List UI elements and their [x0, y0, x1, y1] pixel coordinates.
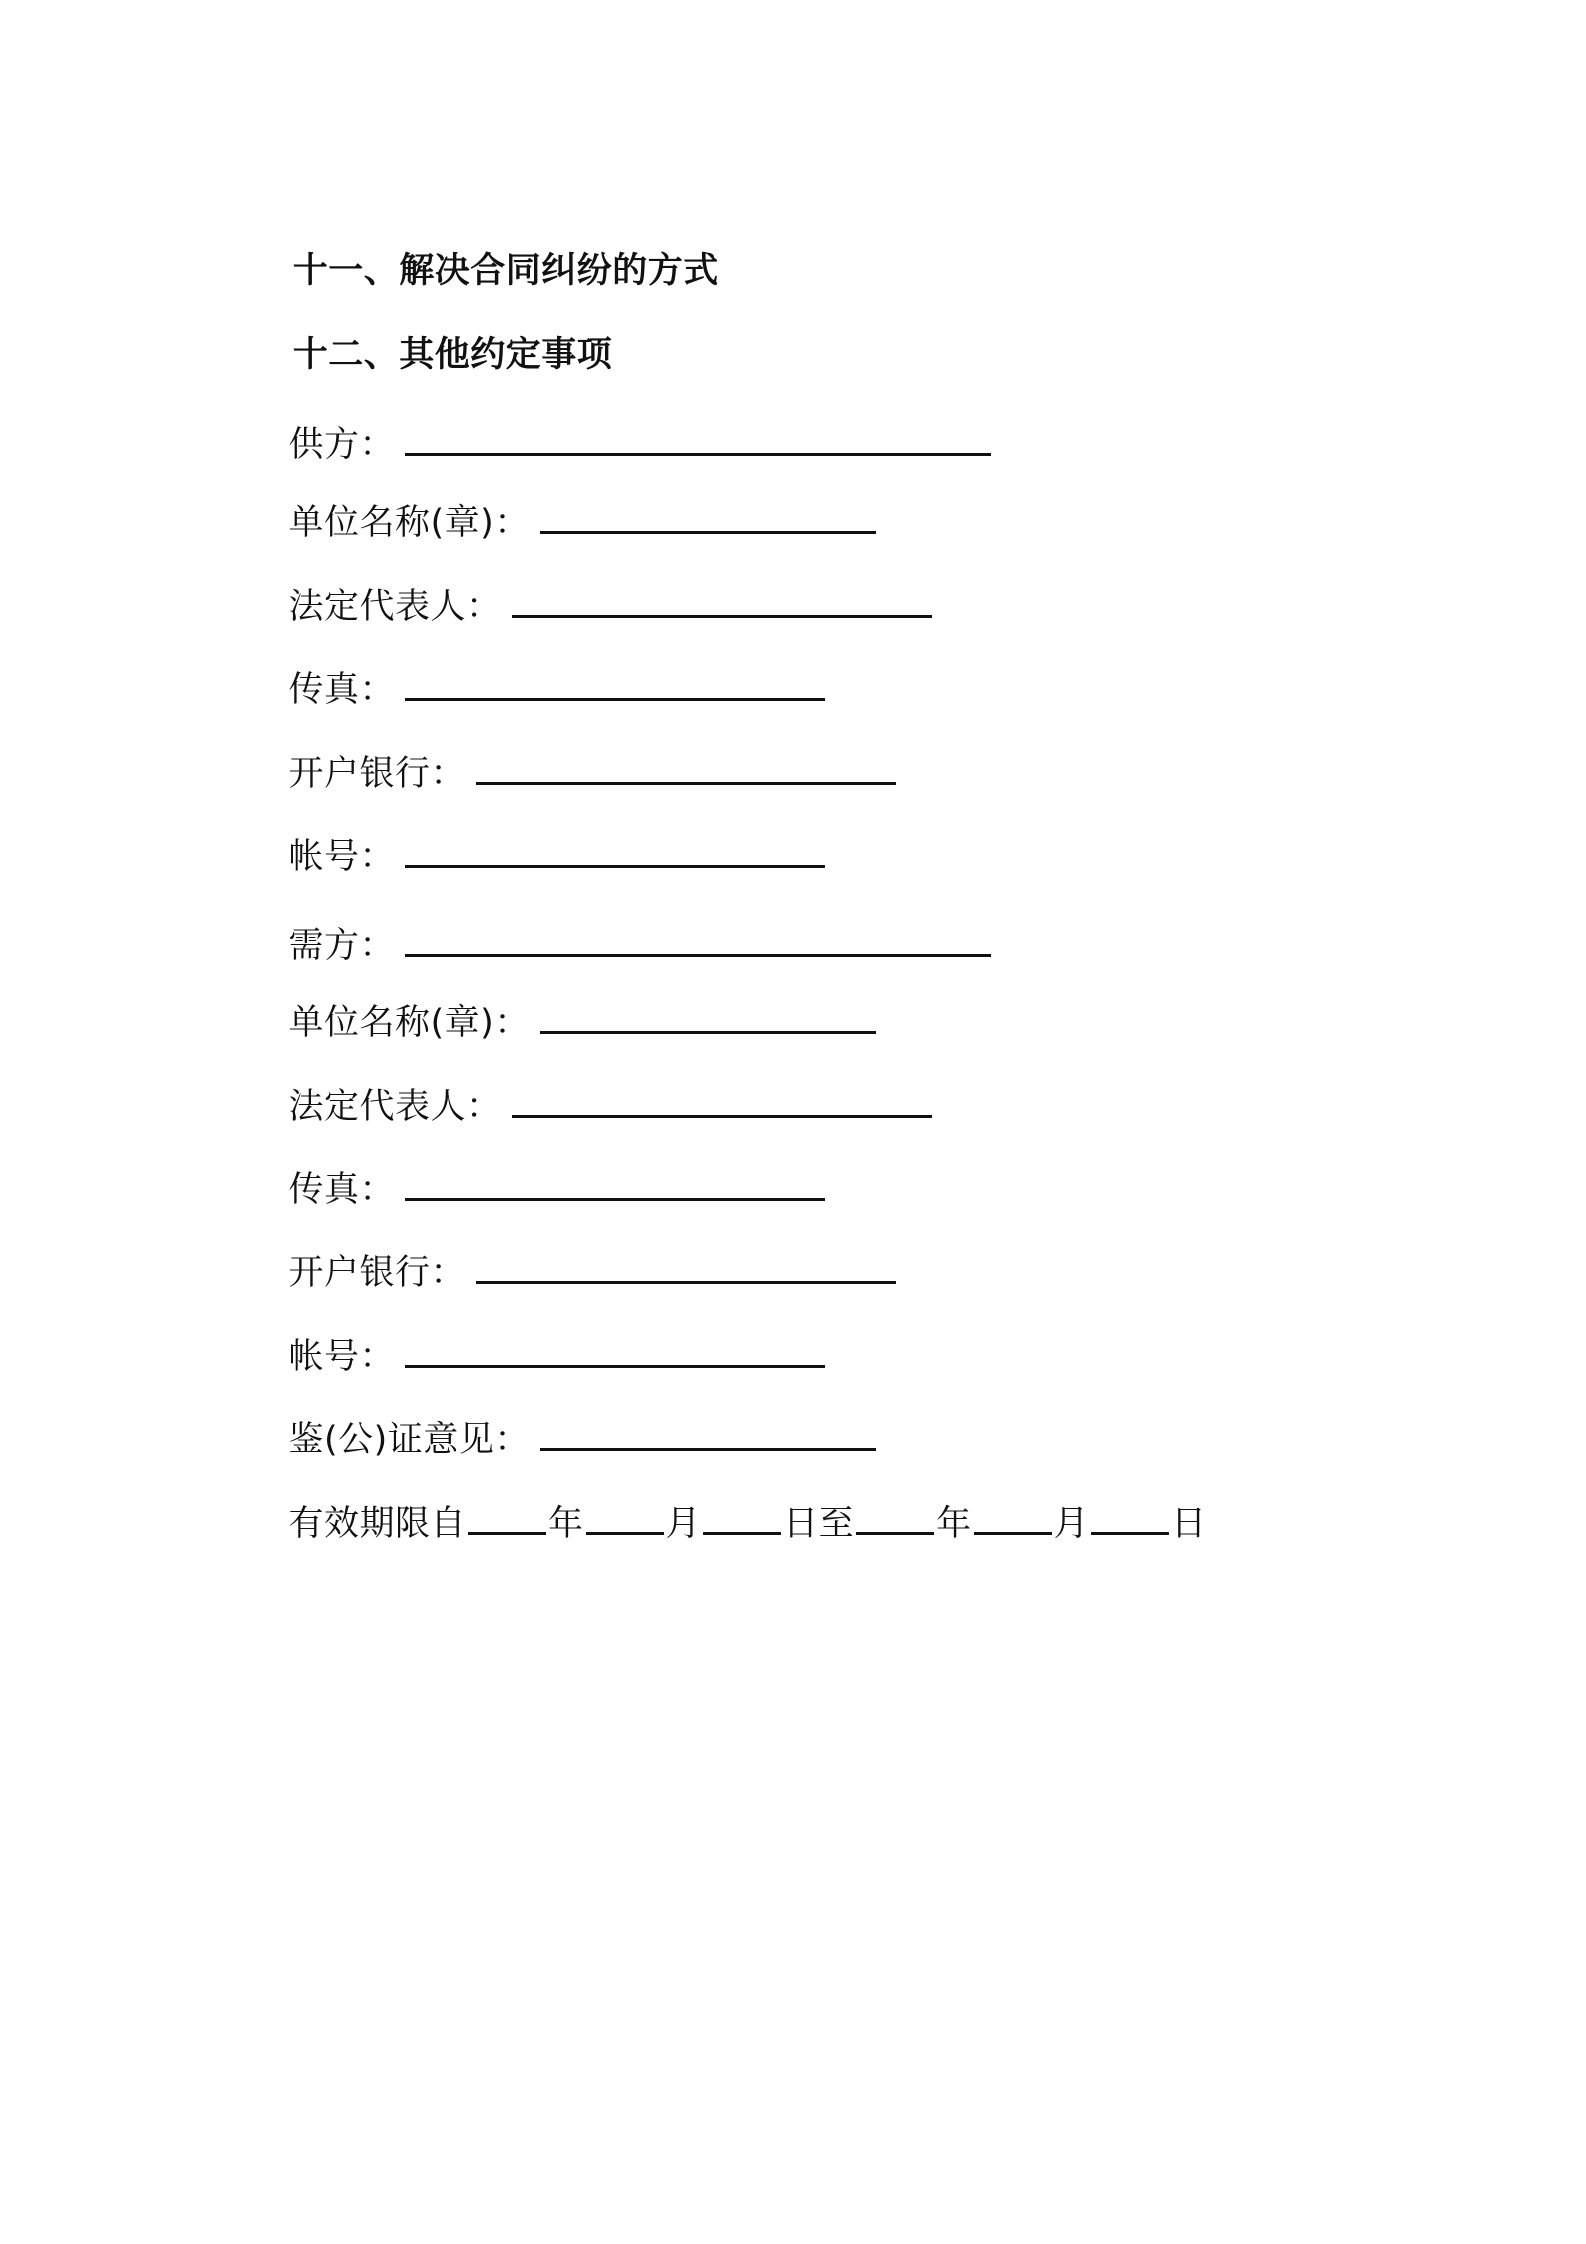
- validity-start-month-blank[interactable]: [586, 1502, 664, 1535]
- validity-start-year-blank[interactable]: [468, 1502, 546, 1535]
- validity-month-label: 月: [665, 1504, 702, 1544]
- supplier-party-label: 供方：: [288, 425, 396, 465]
- validity-year-label: 年: [548, 1504, 584, 1544]
- buyer-bank-label: 开户银行：: [288, 1253, 467, 1293]
- buyer-fax-label: 传真：: [288, 1170, 396, 1210]
- section-heading-text: 十一、解决合同纠纷的方式: [292, 251, 719, 291]
- validity-day-to-label: 日至: [783, 1504, 855, 1544]
- buyer-unit-name-blank[interactable]: [540, 1001, 876, 1034]
- buyer-unit-name-label: 单位名称(章)：: [288, 1003, 530, 1043]
- buyer-party-label: 需方：: [288, 926, 396, 966]
- buyer-bank-blank[interactable]: [476, 1251, 896, 1284]
- notarization-label: 鉴(公)证意见：: [288, 1420, 530, 1460]
- supplier-party-blank[interactable]: [405, 423, 991, 456]
- validity-end-year-blank[interactable]: [856, 1502, 934, 1535]
- notarization-blank[interactable]: [540, 1418, 876, 1451]
- buyer-party-blank[interactable]: [405, 924, 991, 957]
- supplier-account-label: 帐号：: [288, 837, 396, 877]
- supplier-fax-blank[interactable]: [405, 668, 825, 701]
- validity-year-label: 年: [936, 1504, 972, 1544]
- supplier-fax-label: 传真：: [288, 670, 396, 710]
- validity-row: [242, 1458, 1207, 1590]
- validity-day-label: 日: [1171, 1504, 1207, 1544]
- supplier-legal-rep-blank[interactable]: [512, 585, 932, 618]
- supplier-bank-blank[interactable]: [476, 752, 896, 785]
- supplier-unit-name-label: 单位名称(章)：: [288, 503, 530, 543]
- supplier-account-blank[interactable]: [405, 835, 825, 868]
- buyer-fax-blank[interactable]: [405, 1168, 825, 1201]
- buyer-legal-rep-blank[interactable]: [512, 1085, 932, 1118]
- buyer-account-label: 帐号：: [288, 1337, 396, 1377]
- validity-end-month-blank[interactable]: [974, 1502, 1052, 1535]
- buyer-account-blank[interactable]: [405, 1335, 825, 1368]
- buyer-legal-rep-label: 法定代表人：: [288, 1087, 502, 1127]
- supplier-bank-label: 开户银行：: [288, 754, 467, 794]
- validity-month-label: 月: [1053, 1504, 1090, 1544]
- supplier-unit-name-blank[interactable]: [540, 501, 876, 534]
- section-heading-text: 十二、其他约定事项: [292, 335, 613, 375]
- validity-prefix: 有效期限自: [288, 1504, 467, 1544]
- validity-start-day-blank[interactable]: [703, 1502, 781, 1535]
- supplier-legal-rep-label: 法定代表人：: [288, 587, 502, 627]
- validity-end-day-blank[interactable]: [1091, 1502, 1169, 1535]
